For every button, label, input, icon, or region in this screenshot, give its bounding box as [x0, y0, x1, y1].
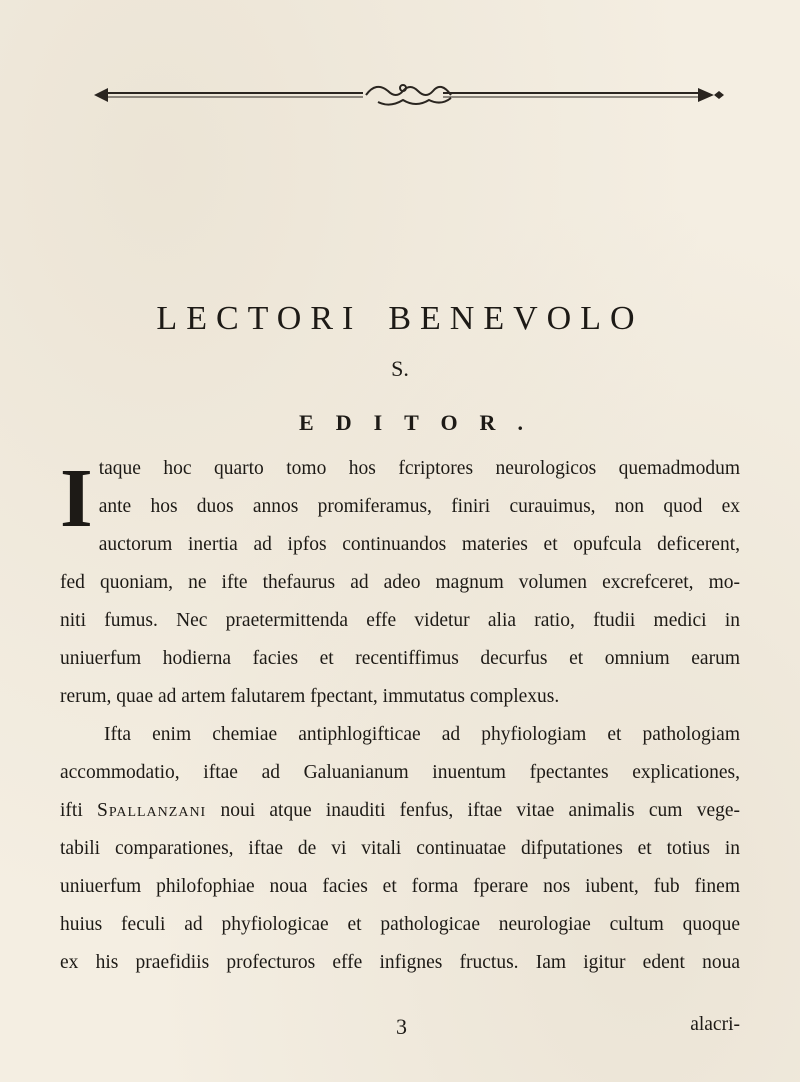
text-line: rerum, quae ad artem falutarem fpectant, immutatus complexus. [60, 686, 560, 707]
text-fragment: ifti [60, 800, 83, 821]
signature-mark: 3 [396, 1014, 407, 1039]
preface-text [60, 450, 740, 982]
text-line: fed quoniam, ne ifte thefaurus ad adeo magnum volumen excrefceret, mo- [60, 572, 740, 593]
salutation: S. [391, 356, 409, 381]
author-line: EDITOR. [299, 410, 545, 435]
text-line-spallanzani [60, 792, 740, 830]
ornamental-rule [88, 78, 728, 112]
text-line: niti fumus. Nec praetermittenda effe videtur alia ratio, ftudii medici in [60, 610, 740, 631]
text-line: auctorum inertia ad ipfos continuandos materies et opufcula deficerent, [98, 534, 740, 555]
title-word-benevolo: BENEVOLO [388, 300, 644, 337]
text-line: ante hos duos annos promiferamus, finiri curauimus, non quod ex [98, 496, 740, 517]
text-fragment: noui atque inauditi fenfus, iftae vitae animalis cum vege- [220, 800, 741, 821]
text-line: accommodatio, iftae ad Galuanianum inuentum fpectantes explicationes, [60, 762, 740, 783]
text-line: tabili comparationes, iftae de vi vitali continuatae difputationes et totius in [60, 838, 740, 859]
catchword: alacri- [690, 1014, 740, 1035]
page-title [0, 300, 800, 338]
text-line: Ifta enim chemiae antiphlogifticae ad phyfiologiam et pathologiam [104, 724, 740, 745]
author-name-smallcaps: Spallanzani [97, 800, 207, 821]
text-line: huius feculi ad phyfiologicae et pathologicae neurologiae cultum quoque [60, 914, 740, 935]
page-footer [60, 1012, 740, 1052]
title-word-lectori: LECTORI [156, 300, 363, 337]
text-line: uniuerfum philofophiae noua facies et forma fperare nos iubent, fub finem [60, 876, 740, 897]
text-line: uniuerfum hodierna facies et recentiffimus decurfus et omnium earum [60, 648, 740, 669]
text-line: ex his praefidiis profecturos effe infignes fructus. Iam igitur edent noua [60, 952, 740, 973]
drop-cap: I [60, 452, 93, 545]
text-line: taque hoc quarto tomo hos fcriptores neurologicos quemadmodum [98, 458, 740, 479]
